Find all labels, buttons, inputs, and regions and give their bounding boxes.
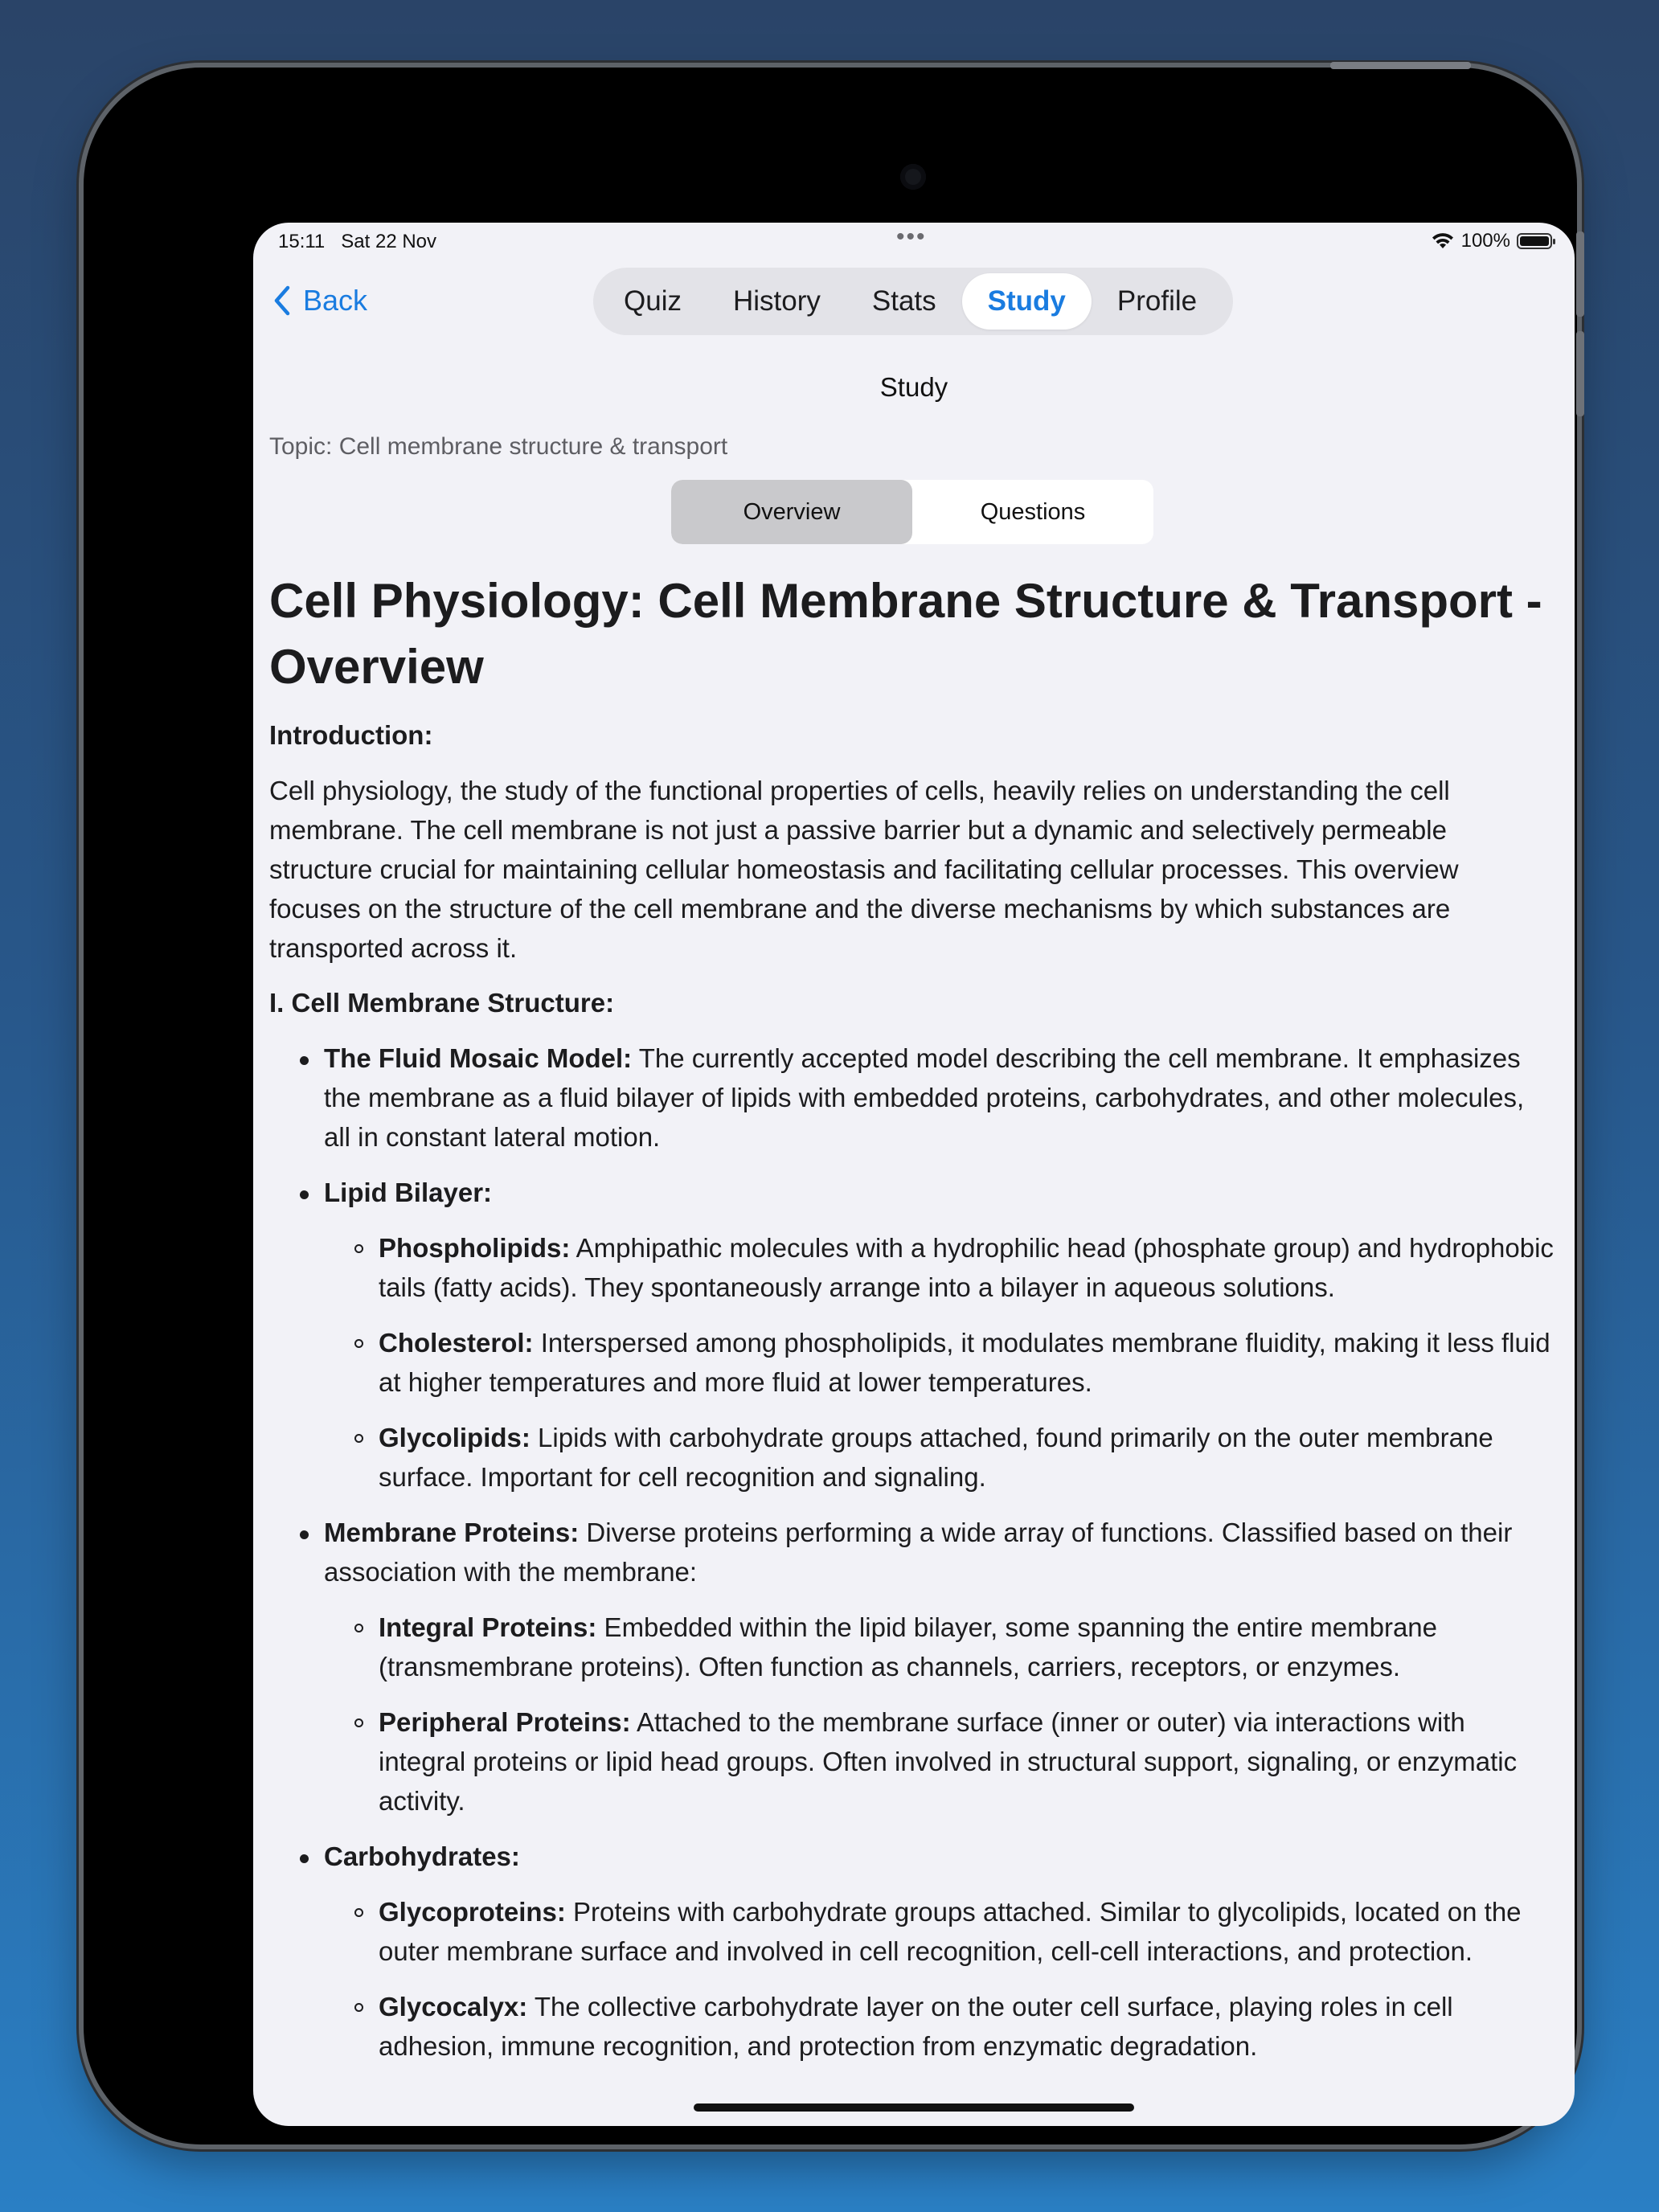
app-screen [253, 223, 1575, 2126]
top-tab-bar [593, 268, 1233, 335]
tab-history[interactable]: History [732, 285, 821, 317]
sub-list [324, 1892, 1555, 2066]
bullet-icon [300, 1854, 309, 1863]
hollow-bullet-icon [354, 1908, 363, 1917]
item-term: Glycoproteins: [379, 1897, 566, 1927]
list-item [269, 1173, 1555, 1497]
item-text: Embedded within the lipid bilayer, some spanning the entire membrane (transmembrane proteins). Often function as channels, carriers, receptors, or enzymes. [379, 1612, 1437, 1682]
item-text: Attached to the membrane surface (inner or outer) via interactions with integral proteins or lipid head groups. Often involved in structural support, signaling, or enzymatic activity. [379, 1707, 1518, 1816]
list-item [324, 1892, 1555, 1971]
back-button[interactable] [272, 284, 367, 317]
segmented-control [671, 480, 1153, 544]
tab-quiz[interactable]: Quiz [624, 285, 682, 317]
battery-icon [1517, 233, 1552, 249]
multitasking-dots-icon[interactable]: ••• [896, 223, 927, 250]
section-heading: I. Cell Membrane Structure: [269, 988, 615, 1018]
list-item [324, 1418, 1555, 1497]
tab-stats[interactable]: Stats [871, 285, 936, 317]
list-item [269, 1513, 1555, 1821]
item-text: Proteins with carbohydrate groups attached. Similar to glycolipids, located on the outer membrane surface and involved in cell recognition, cell-cell interactions, and protection. [379, 1897, 1522, 1966]
status-bar [253, 223, 1575, 263]
status-right [1431, 230, 1552, 252]
hollow-bullet-icon [354, 2003, 363, 2012]
item-text: Interspersed among phospholipids, it modulates membrane fluidity, making it less fluid at higher temperatures and more fluid at lower temperatures. [379, 1328, 1550, 1397]
home-indicator[interactable] [694, 2103, 1134, 2112]
list-item [324, 1702, 1555, 1821]
list-item [324, 1323, 1555, 1402]
tab-study[interactable]: Study [962, 273, 1092, 330]
item-term: Membrane Proteins: [324, 1518, 580, 1547]
camera-icon [900, 164, 926, 190]
item-term: Cholesterol: [379, 1328, 534, 1358]
hollow-bullet-icon [354, 1244, 363, 1253]
item-term: Integral Proteins: [379, 1612, 597, 1642]
segment-questions[interactable]: Questions [980, 498, 1086, 525]
list-item [269, 1837, 1555, 2066]
status-date: Sat 22 Nov [341, 231, 437, 252]
intro-paragraph: Cell physiology, the study of the functional properties of cells, heavily relies on understanding the cell membrane. The cell membrane is not just a passive barrier but a dynamic and selectively permeable structure crucial for maintaining cellular homeostasis and facilitating cellular processes. This overview focuses on the structure of the cell membrane and the diverse mechanisms by which substances are transported across it. [269, 776, 1459, 963]
chevron-left-icon [272, 285, 292, 317]
item-term: Carbohydrates: [324, 1841, 520, 1871]
item-term: Phospholipids: [379, 1233, 571, 1263]
bullet-icon [300, 1056, 309, 1065]
item-term: The Fluid Mosaic Model: [324, 1043, 633, 1073]
page-title: Study [879, 372, 948, 402]
ipad-device [84, 68, 1577, 2144]
item-text: Amphipathic molecules with a hydrophilic head (phosphate group) and hydrophobic tails (fatty acids). They spontaneously arrange into a bilayer in aqueous solutions. [379, 1233, 1554, 1302]
structure-list [269, 1038, 1555, 2066]
article-title: Cell Physiology: Cell Membrane Structure & Transport - Overview [269, 574, 1542, 694]
intro-heading: Introduction: [269, 720, 433, 750]
list-item [269, 1038, 1555, 1157]
tab-profile[interactable]: Profile [1116, 285, 1198, 317]
hollow-bullet-icon [354, 1339, 363, 1348]
item-text: The currently accepted model describing the cell membrane. It emphasizes the membrane as a fluid bilayer of lipids with embedded proteins, carbohydrates, and other molecules, all in constant lateral motion. [324, 1043, 1525, 1152]
item-term: Glycolipids: [379, 1423, 530, 1452]
study-content [269, 568, 1555, 2082]
volume-up-button [1576, 231, 1584, 317]
list-item [324, 1608, 1555, 1686]
item-text: The collective carbohydrate layer on the outer cell surface, playing roles in cell adhesion, immune recognition, and protection from enzymatic degradation. [379, 1992, 1453, 2061]
volume-down-button [1576, 331, 1584, 416]
topic-label: Topic: Cell membrane structure & transport [269, 433, 728, 460]
battery-percent: 100% [1460, 230, 1510, 252]
hollow-bullet-icon [354, 1434, 363, 1443]
item-text: Diverse proteins performing a wide array of functions. Classified based on their association with the membrane: [324, 1518, 1513, 1587]
sub-list [324, 1608, 1555, 1821]
top-button [1330, 62, 1471, 69]
bullet-icon [300, 1190, 309, 1199]
bullet-icon [300, 1530, 309, 1539]
list-item [324, 1987, 1555, 2066]
wifi-icon [1431, 232, 1455, 250]
segment-overview[interactable]: Overview [671, 480, 912, 544]
list-item [324, 1228, 1555, 1307]
hollow-bullet-icon [354, 1718, 363, 1727]
item-term: Lipid Bilayer: [324, 1178, 493, 1207]
status-time [278, 231, 436, 253]
item-text: Lipids with carbohydrate groups attached, found primarily on the outer membrane surface. Important for cell recognition and signaling. [379, 1423, 1493, 1492]
sub-list [324, 1228, 1555, 1497]
item-term: Glycocalyx: [379, 1992, 528, 2022]
item-term: Peripheral Proteins: [379, 1707, 631, 1737]
back-label: Back [303, 284, 368, 317]
status-clock: 15:11 [278, 231, 326, 252]
hollow-bullet-icon [354, 1624, 363, 1632]
